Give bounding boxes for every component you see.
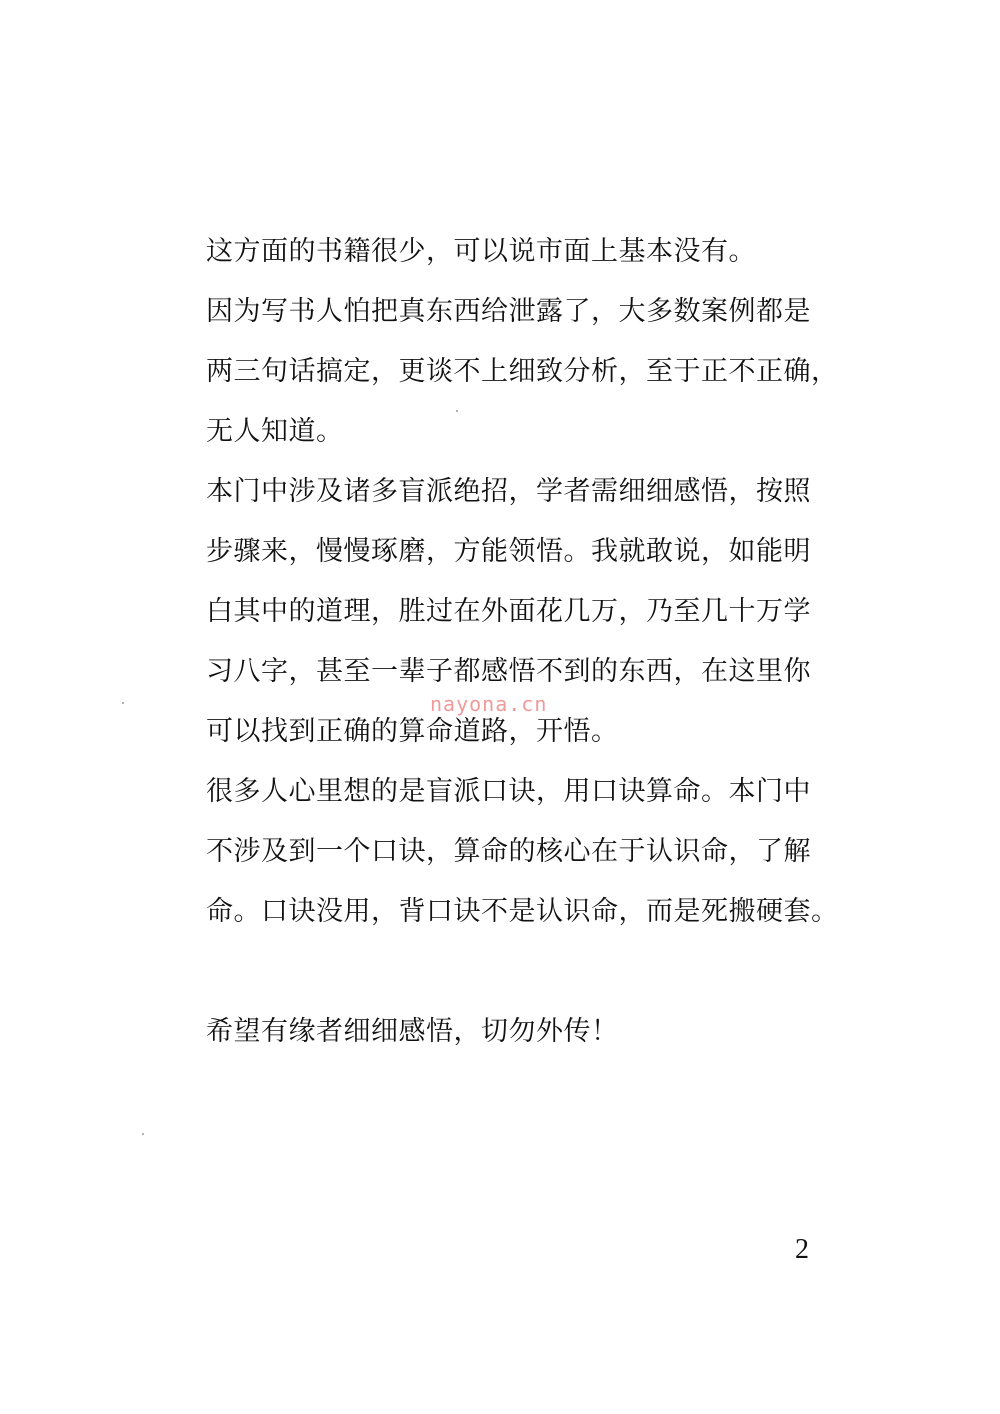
watermark-text: nayona.cn <box>430 692 548 716</box>
scan-speck <box>142 1133 144 1135</box>
text-line-11: 不涉及到一个口诀，算命的核心在于认识命，了解 <box>206 836 811 867</box>
text-line-2: 因为写书人怕把真东西给泄露了，大多数案例都是 <box>206 296 811 327</box>
text-line-3: 两三句话搞定，更谈不上细致分析，至于正不正确， <box>206 356 839 387</box>
text-line-6: 步骤来，慢慢琢磨，方能领悟。我就敢说，如能明 <box>206 536 811 567</box>
text-line-7: 白其中的道理，胜过在外面花几万，乃至几十万学 <box>206 596 811 627</box>
text-line-12: 命。口诀没用，背口诀不是认识命，而是死搬硬套。 <box>206 896 839 927</box>
body-text <box>206 222 839 1062</box>
page-number: 2 <box>795 1234 809 1265</box>
closing-line: 希望有缘者细细感悟，切勿外传！ <box>206 1016 619 1047</box>
text-line-8: 习八字，甚至一辈子都感悟不到的东西，在这里你 <box>206 656 811 687</box>
scan-speck <box>122 702 124 704</box>
text-line-5: 本门中涉及诸多盲派绝招，学者需细细感悟，按照 <box>206 476 811 507</box>
text-line-10: 很多人心里想的是盲派口诀，用口诀算命。本门中 <box>206 776 811 807</box>
text-line-9: 可以找到正确的算命道路，开悟。 <box>206 716 619 747</box>
paragraph-spacer <box>206 942 826 1002</box>
text-line-4: 无人知道。 <box>206 416 344 447</box>
text-line-1: 这方面的书籍很少，可以说市面上基本没有。 <box>206 236 756 267</box>
scan-speck <box>456 410 458 412</box>
